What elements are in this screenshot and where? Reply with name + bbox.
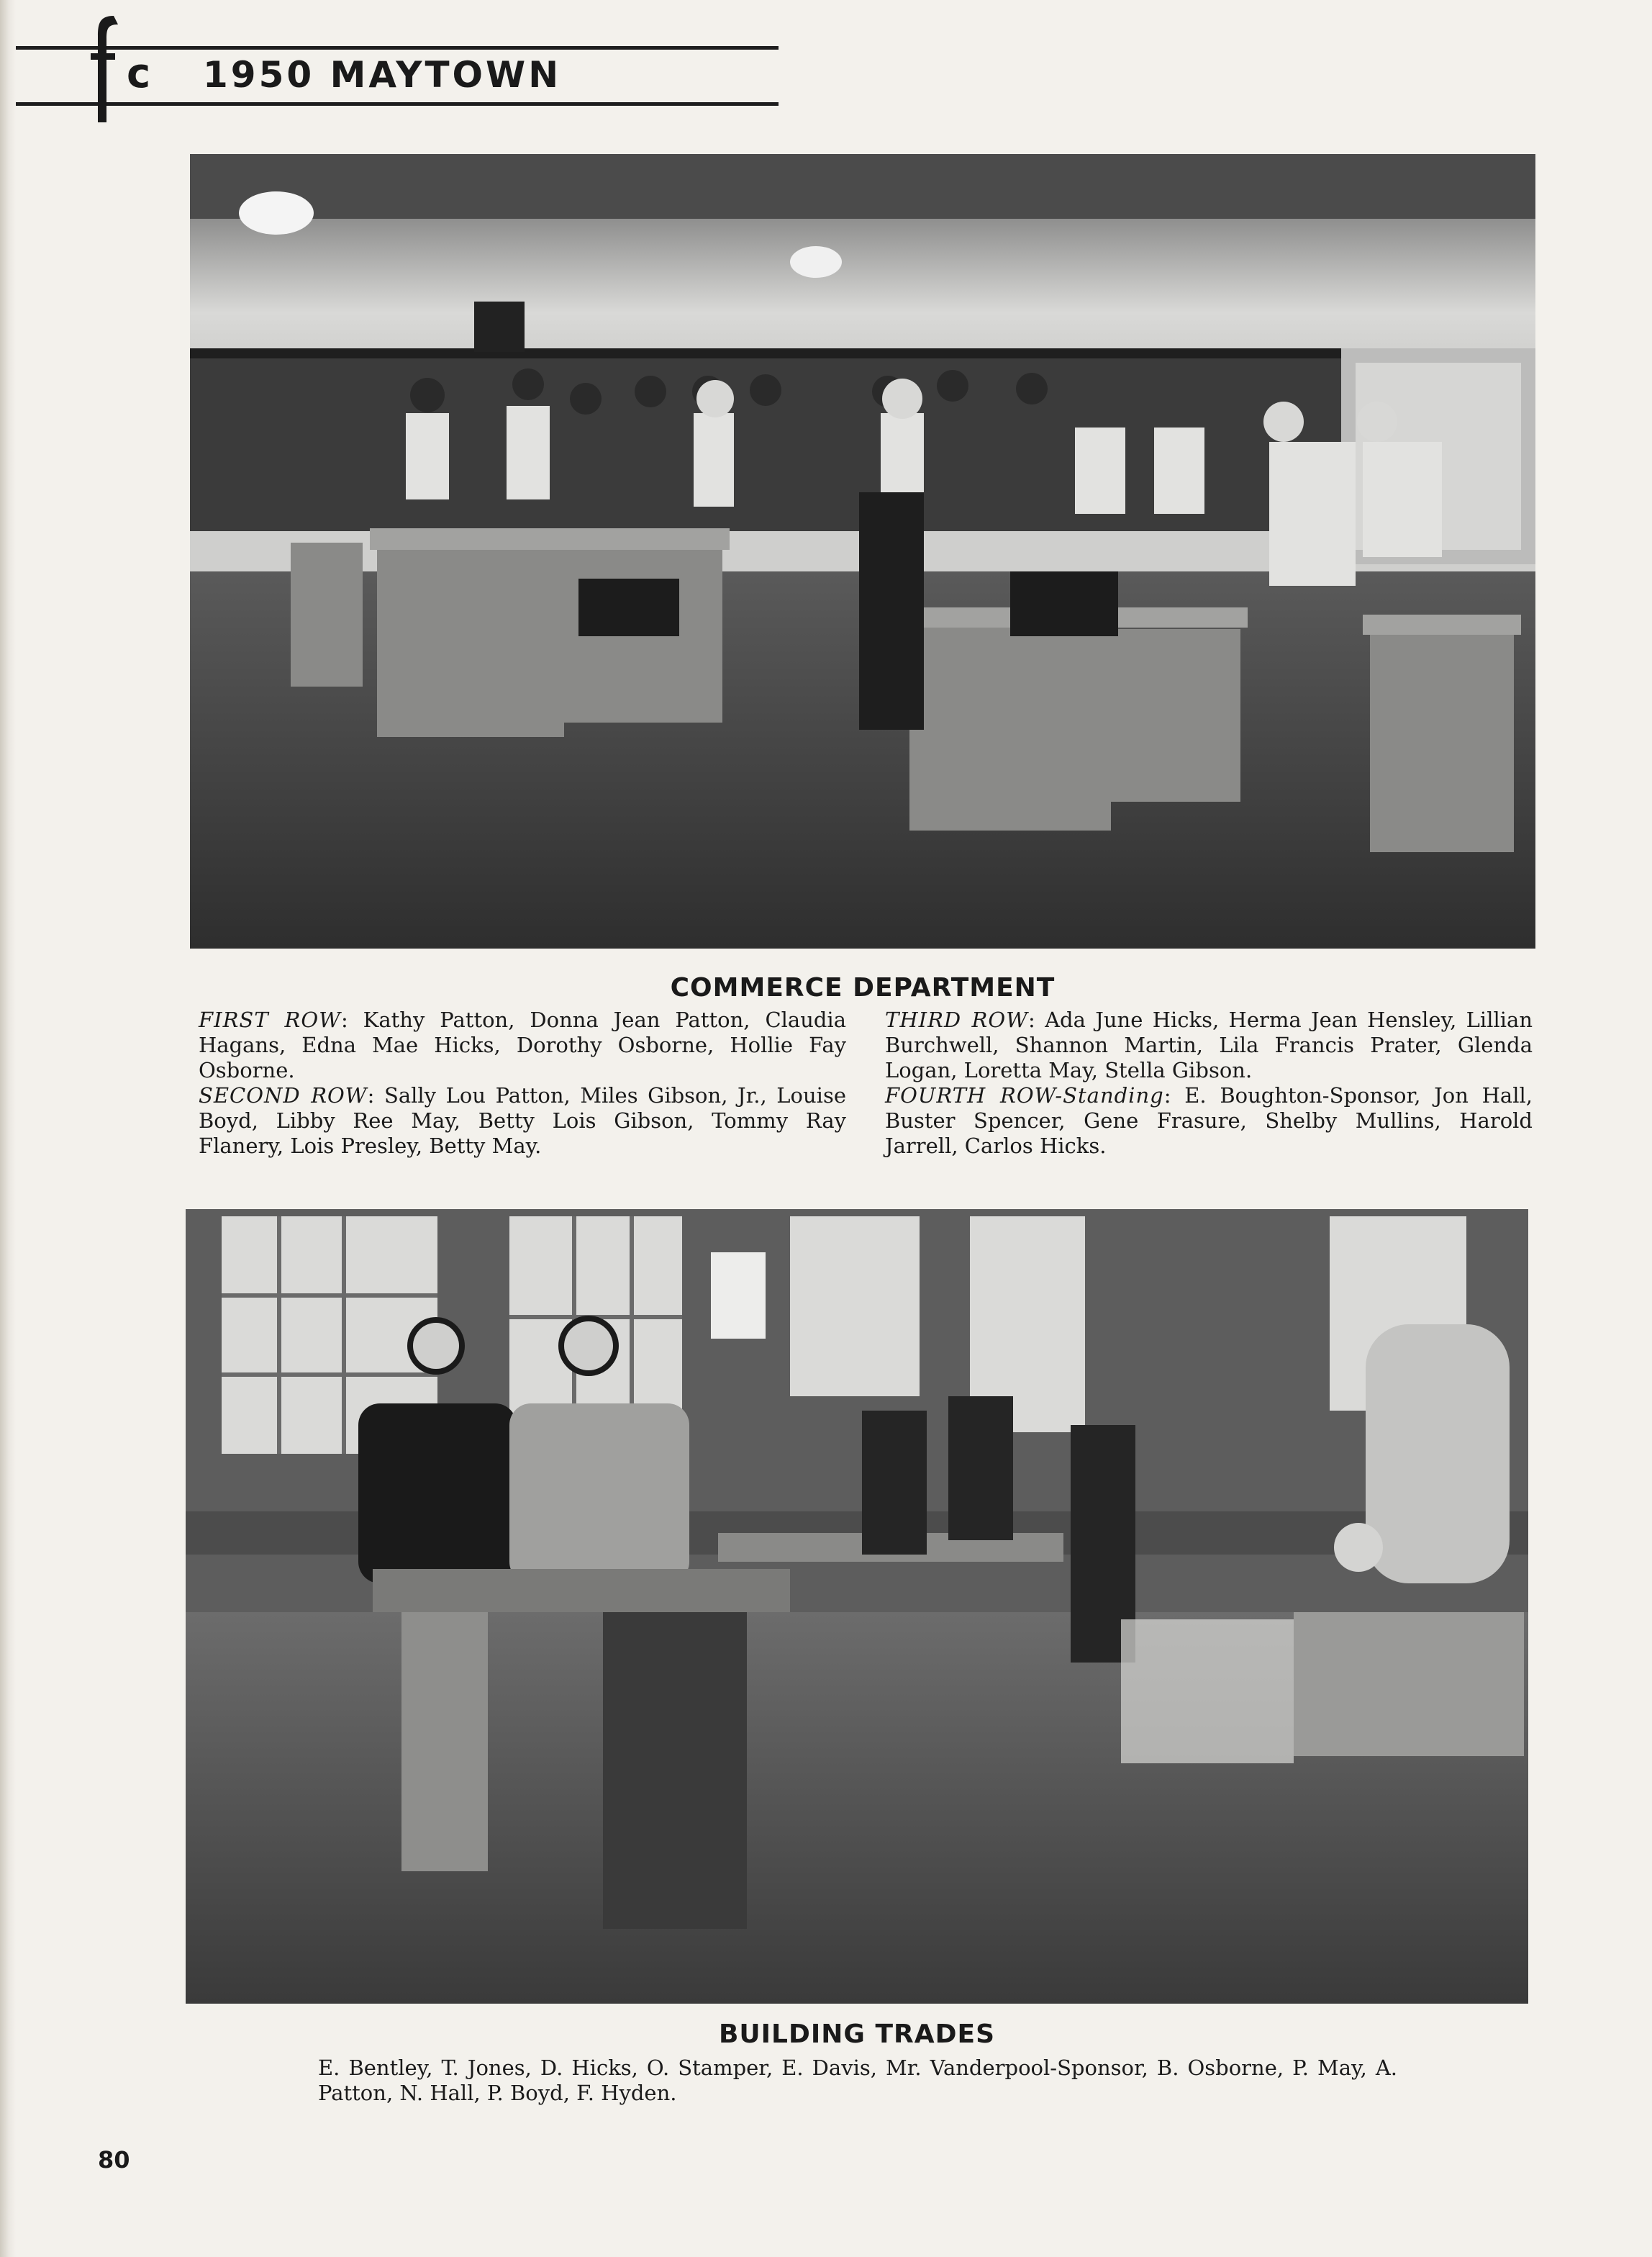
header-rule-bottom [16,102,779,106]
first-row-label: FIRST ROW [199,1008,341,1032]
fourth-row-label: FOURTH ROW-Standing [885,1083,1164,1108]
third-row-names: : Ada June Hicks, Herma Jean Hensley, Lillian Burchwell, Shannon Martin, Lila Francis Prater, Glenda Logan, Loretta May, Stella Gibson. [885,1008,1533,1082]
building-trades-names: E. Bentley, T. Jones, D. Hicks, O. Stamper, E. Davis, Mr. Vanderpool-Sponsor, B. Osborne, P. May, A. Patton, N. Hall, P. Boyd, F. Hyden. [318,2055,1397,2105]
page-number: 80 [98,2146,130,2174]
second-row-names: : Sally Lou Patton, Miles Gibson, Jr., Louise Boyd, Libby Ree May, Betty Lois Gibson, Tommy Ray Flanery, Lois Presley, Betty May. [199,1083,846,1158]
binding-edge [0,0,16,2257]
building-trades-title: BUILDING TRADES [718,2019,996,2049]
logo-c: c [127,50,151,97]
commerce-caption-left [199,1008,846,1159]
building-trades-photo [186,1209,1528,2004]
third-row-label: THIRD ROW [885,1008,1028,1032]
commerce-photo [190,154,1535,949]
commerce-title: COMMERCE DEPARTMENT [670,973,1056,1003]
second-row-label: SECOND ROW [199,1083,368,1108]
fourth-row-names: : E. Boughton-Sponsor, Jon Hall, Buster Spencer, Gene Frasure, Shelby Mullins, Harold Jarrell, Carlos Hicks. [885,1083,1533,1158]
commerce-caption-right [885,1008,1533,1159]
first-row-names: : Kathy Patton, Donna Jean Patton, Claudia Hagans, Edna Mae Hicks, Dorothy Osborne, Hollie Fay Osborne. [199,1008,846,1082]
fc-logo [85,10,128,122]
page-title: 1950 MAYTOWN [203,54,562,96]
